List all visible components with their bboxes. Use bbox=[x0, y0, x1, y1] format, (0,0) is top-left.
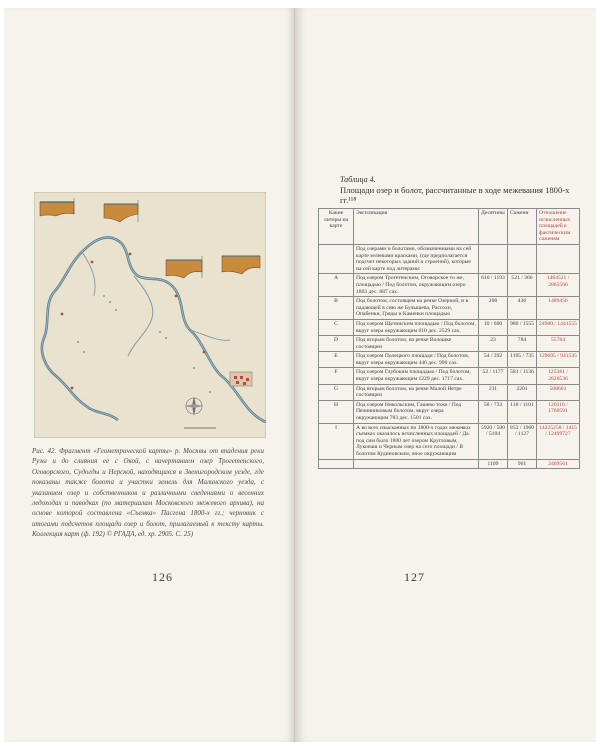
row-text: Под вторым болотом, на речке Волошке состоящем bbox=[354, 336, 479, 352]
header-desyatiny: Десятины bbox=[479, 209, 508, 245]
row-ratio: 1464521 / 2865566 bbox=[537, 274, 580, 297]
header-explanation: Экспликация bbox=[354, 209, 479, 245]
page-number-right: 127 bbox=[404, 570, 425, 584]
row-letter bbox=[319, 244, 354, 273]
table-row bbox=[319, 319, 580, 335]
row-desyatiny: 1109 bbox=[479, 459, 508, 469]
row-sazheni: 521 / 366 bbox=[508, 274, 537, 297]
row-letter: H bbox=[319, 400, 354, 423]
row-desyatiny: 54 / 392 bbox=[479, 352, 508, 368]
table-row bbox=[319, 274, 580, 297]
row-letter: E bbox=[319, 352, 354, 368]
row-ratio: 55784 bbox=[537, 336, 580, 352]
page-number-left: 126 bbox=[152, 570, 173, 584]
row-sazheni: 784 bbox=[508, 336, 537, 352]
row-text: Под озером Никольским, Гашево тоже / Под Печинниковым болотом, вкруг озера окружающим 783 дес. 1501 сах. bbox=[354, 400, 479, 423]
table-row bbox=[319, 400, 580, 423]
row-letter: B bbox=[319, 297, 354, 320]
row-desyatiny bbox=[479, 244, 508, 273]
row-sazheni: 436 bbox=[508, 297, 537, 320]
map-illustration bbox=[34, 192, 266, 438]
row-sazheni: 1195 / 735 bbox=[508, 352, 537, 368]
row-ratio: 125381 / 2826536 bbox=[537, 368, 580, 384]
row-desyatiny: 52 / 1177 bbox=[479, 368, 508, 384]
header-letter: Какие литеры на карте bbox=[319, 209, 354, 245]
row-desyatiny: 10 / 600 bbox=[479, 319, 508, 335]
header-sazheni: Сажени bbox=[508, 209, 537, 245]
row-text: Под болотом, состоящем на речке Озерной, и в падающей в сию же Булышева, Рассохи, Опабенки, Гряды и Каменки площадью bbox=[354, 297, 479, 320]
areas-table bbox=[318, 208, 580, 469]
right-page bbox=[296, 8, 596, 742]
row-letter: F bbox=[319, 368, 354, 384]
row-sazheni: 961 bbox=[508, 459, 537, 469]
table-row bbox=[319, 368, 580, 384]
row-desyatiny: 5920 / 500 / 5104 bbox=[479, 423, 508, 459]
row-sazheni: 581 / 1136 bbox=[508, 368, 537, 384]
row-ratio: 129695 / 941535 bbox=[537, 352, 580, 368]
row-letter: D bbox=[319, 336, 354, 352]
table-row bbox=[319, 352, 580, 368]
row-desyatiny: 211 bbox=[479, 384, 508, 400]
table-row bbox=[319, 297, 580, 320]
table-row bbox=[319, 459, 580, 469]
row-ratio: 24980 / 1441555 bbox=[537, 319, 580, 335]
row-letter bbox=[319, 459, 354, 469]
figure-caption: Рис. 42. Фрагмент «Геометрической карты» р. Москвы от впадения реки Рузы и до слияния ее с Окой, с начертанием озер Трогетенского, Оговорского, Судогды и Нерской, находящихся в Звенигородском уезде, где показаны также болота и участки земель для Малинского уезда, с указанием озер и собственников и различными сведениями о весенних ледоходах и паводках (по материалам Московского межевого архива), на основе которой составлена «Съемка» Пасгена 1800-х гг.; черновик с итогами подсчетов площади озер и болот, прилагаемый к тексту карты. Коллекция карт (ф. 192) © РГАДА, ед. хр. 2905. С. 25) bbox=[32, 447, 264, 539]
row-text: Под озером Глубоким площадью / Под болотом, вкруг озера окружающим 1229 дес. 1717 сах. bbox=[354, 368, 479, 384]
table-row bbox=[319, 423, 580, 459]
row-sazheni: 2201 bbox=[508, 384, 537, 400]
row-sazheni: 980 / 1555 bbox=[508, 319, 537, 335]
row-ratio bbox=[537, 244, 580, 273]
row-letter: C bbox=[319, 319, 354, 335]
row-text: Под озером Трогетенским, Оговорское то же, площадью / Под болотом, окружающим озеро 1803 дес. 887 сах. bbox=[354, 274, 479, 297]
row-ratio: 120110 / 1760591 bbox=[537, 400, 580, 423]
row-ratio: 14225258 / 1415 / 12499727 bbox=[537, 423, 580, 459]
row-text: Под озером Полецкого площади / Под болотом, вкруг озера окружающим 446 дес. 990 сах. bbox=[354, 352, 479, 368]
header-ratio: Отношение исчисленных площадей к фактическим саженям bbox=[537, 209, 580, 245]
row-letter: G bbox=[319, 384, 354, 400]
map-figure bbox=[34, 192, 266, 438]
row-sazheni: 853 / 1960 / 1127 bbox=[508, 423, 537, 459]
table-row bbox=[319, 244, 580, 273]
book-spread bbox=[4, 8, 596, 742]
table-label: Таблица 4. bbox=[340, 175, 376, 184]
table-row bbox=[319, 336, 580, 352]
row-letter: A bbox=[319, 274, 354, 297]
row-desyatiny: 610 / 1193 bbox=[479, 274, 508, 297]
row-desyatiny: 50 / 733 bbox=[479, 400, 508, 423]
row-letter: I bbox=[319, 423, 354, 459]
row-text: А во всех изысканных по 1800-х годах межевых съемках оказалось исчисленных площадей / Да под сим было 1800 лет озером Кругловым, Лукопаш и Черным озер на сего площади / В болотом Кудиновским, оное окружающим bbox=[354, 423, 479, 459]
row-text: Под озером Щетинским площадью / Под болотом, вкруг озера окружающим 610 дес. 2529 сах. bbox=[354, 319, 479, 335]
row-text bbox=[354, 459, 479, 469]
row-desyatiny: 208 bbox=[479, 297, 508, 320]
row-ratio: 1489456 bbox=[537, 297, 580, 320]
left-page bbox=[4, 8, 296, 742]
table-row bbox=[319, 384, 580, 400]
row-sazheni bbox=[508, 244, 537, 273]
row-desyatiny: 23 bbox=[479, 336, 508, 352]
row-sazheni: 110 / 1101 bbox=[508, 400, 537, 423]
row-ratio: 508601 bbox=[537, 384, 580, 400]
row-text: Под озерами и болотами, обозначенными на сей карте зелеными красками, (где предполагается подсчет некоторых зданий и строений), которые на сей карте под литерами: bbox=[354, 244, 479, 273]
table-title: Площади озер и болот, рассчитанные в ходе межевания 1800-х гг.¹¹⁸ bbox=[340, 185, 570, 205]
row-text: Под вторым болотом, на речке Малой Нетре состоящем bbox=[354, 384, 479, 400]
table-header-row bbox=[319, 209, 580, 245]
row-ratio: 2469561 bbox=[537, 459, 580, 469]
